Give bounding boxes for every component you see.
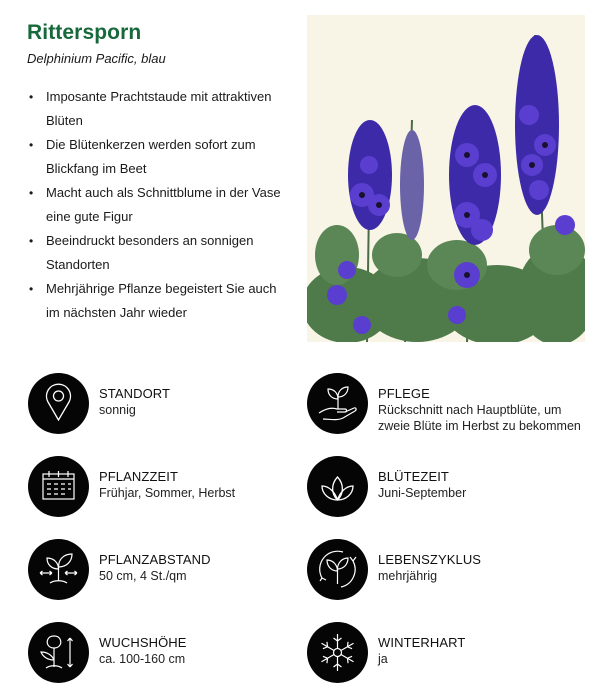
- feature-bluetezeit: [307, 456, 597, 518]
- bullet-dot-icon: •: [29, 186, 34, 200]
- snowflake-icon: [307, 622, 368, 683]
- feature-bullet-list: [27, 85, 292, 325]
- hand-seedling-icon: [307, 373, 368, 434]
- feature-lebenszyklus: [307, 539, 597, 601]
- bullet-text: Die Blütenkerzen werden sofort zum Blickfang im Beet: [46, 137, 256, 176]
- lifecycle-plant-icon: [307, 539, 368, 600]
- bullet-item: [27, 85, 292, 133]
- lotus-flower-icon: [307, 456, 368, 517]
- location-pin-icon: [28, 373, 89, 434]
- feature-value: sonnig: [99, 403, 136, 417]
- feature-label: PFLANZABSTAND: [99, 552, 211, 567]
- bullet-text: Beeindruckt besonders an sonnigen Standorten: [46, 233, 254, 272]
- feature-label: WINTERHART: [378, 635, 466, 650]
- feature-value: ja: [378, 652, 388, 666]
- bullet-dot-icon: •: [29, 138, 34, 152]
- bullet-dot-icon: •: [29, 282, 34, 296]
- product-photo: [307, 15, 585, 342]
- feature-value: ca. 100-160 cm: [99, 652, 186, 666]
- plant-spacing-icon: [28, 539, 89, 600]
- feature-label: STANDORT: [99, 386, 171, 401]
- bullet-text: Macht auch als Schnittblume in der Vase eine gute Figur: [46, 185, 281, 224]
- feature-value: Rückschnitt nach Hauptblüte, um zweie Blüte im Herbst zu bekommen: [378, 403, 581, 433]
- feature-value: mehrjährig: [378, 569, 438, 583]
- bullet-item: [27, 133, 292, 181]
- feature-standort: [28, 373, 318, 435]
- bullet-item: [27, 277, 292, 325]
- feature-label: PFLEGE: [378, 386, 430, 401]
- bullet-dot-icon: •: [29, 234, 34, 248]
- feature-label: LEBENSZYKLUS: [378, 552, 482, 567]
- calendar-icon: [28, 456, 89, 517]
- feature-pflanzabstand: [28, 539, 318, 601]
- delphinium-illustration: [307, 15, 585, 342]
- feature-label: PFLANZZEIT: [99, 469, 179, 484]
- feature-wuchshoehe: [28, 622, 318, 684]
- bullet-item: [27, 229, 292, 277]
- feature-value: 50 cm, 4 St./qm: [99, 569, 187, 583]
- plant-height-icon: [28, 622, 89, 683]
- product-title: Rittersporn: [27, 21, 142, 44]
- feature-winterhart: [307, 622, 597, 684]
- product-subtitle: Delphinium Pacific, blau: [27, 51, 166, 66]
- bullet-text: Imposante Prachtstaude mit attraktiven Blüten: [46, 89, 272, 128]
- feature-value: Juni-September: [378, 486, 467, 500]
- feature-pflanzzeit: [28, 456, 318, 518]
- bullet-text: Mehrjährige Pflanze begeistert Sie auch im nächsten Jahr wieder: [46, 281, 277, 320]
- bullet-item: [27, 181, 292, 229]
- feature-value: Frühjar, Sommer, Herbst: [99, 486, 236, 500]
- feature-label: BLÜTEZEIT: [378, 469, 449, 484]
- bullet-dot-icon: •: [29, 90, 34, 104]
- feature-label: WUCHSHÖHE: [99, 635, 187, 650]
- feature-pflege: [307, 373, 597, 435]
